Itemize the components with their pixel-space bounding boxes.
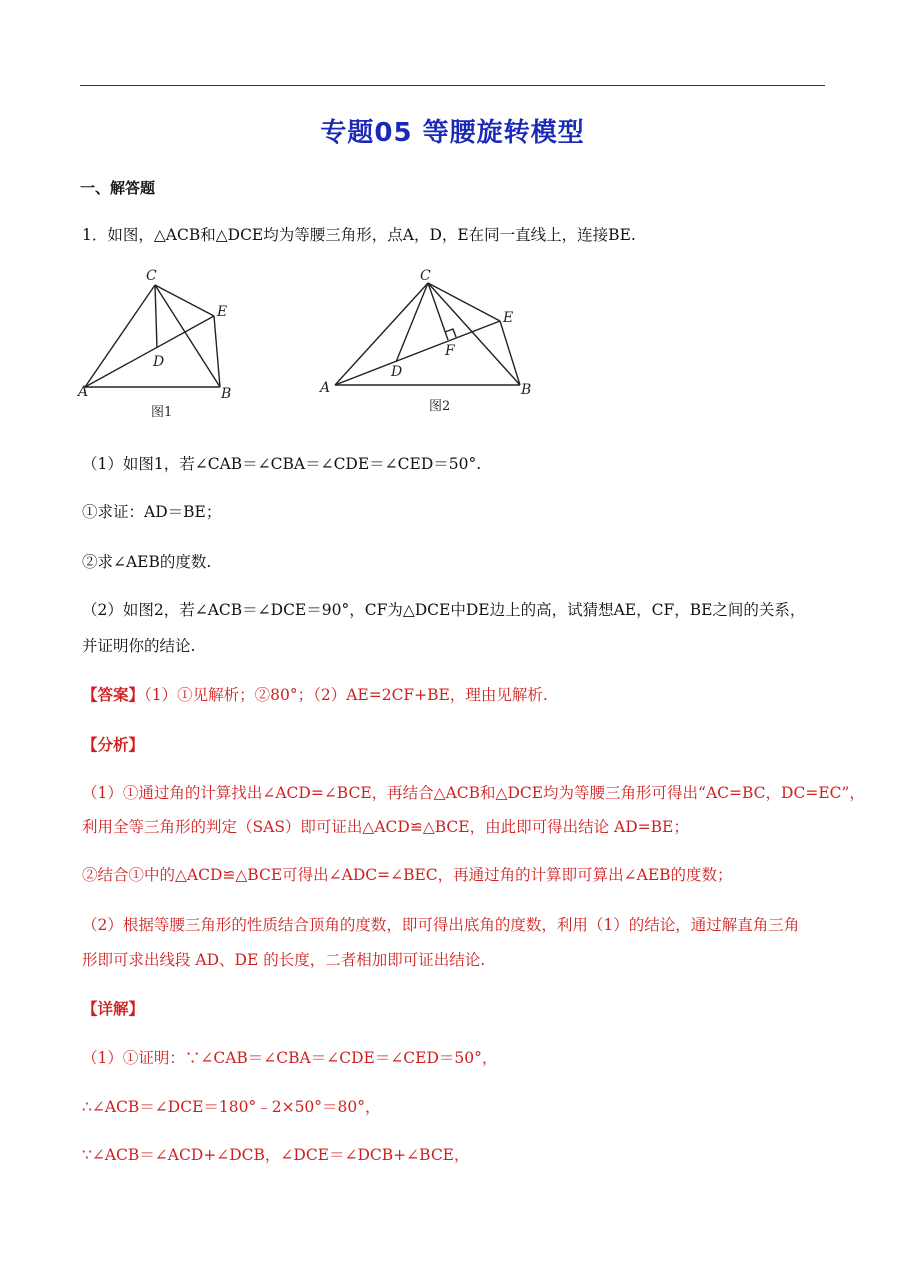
fig2-label-D: D: [391, 364, 403, 380]
fig1-segment-EB: [214, 316, 220, 387]
fig1-label-E: E: [217, 304, 228, 320]
question-part1: （1）如图1，若∠CAB＝∠CBA＝∠CDE＝∠CED＝50°.: [82, 455, 482, 473]
question-part1-ii: ②求∠AEB的度数.: [82, 553, 212, 571]
fig1-segment-AE: [85, 316, 214, 387]
detail-line-2: ∴∠ACB＝∠DCE＝180°﹣2×50°＝80°，: [82, 1098, 381, 1116]
fig2-segment-AE: [335, 321, 500, 385]
question-part2-line2: 并证明你的结论.: [82, 637, 196, 655]
figure-2: [315, 262, 545, 422]
analysis-p1-line2: 利用全等三角形的判定（SAS）即可证出△ACD≌△BCE，由此即可得出结论 AD=BE；: [82, 818, 689, 836]
fig1-segment-AC: [85, 285, 155, 387]
fig1-label-A: A: [78, 384, 89, 400]
fig1-segment-CD: [155, 285, 157, 348]
figure-1: [75, 262, 245, 427]
answer-tag: 【答案】: [82, 685, 145, 704]
detail-tag: 【详解】: [82, 999, 145, 1018]
fig2-label-F: F: [445, 343, 455, 359]
page-title: 专题05 等腰旋转模型: [320, 118, 585, 148]
fig2-segment-EB: [500, 321, 520, 385]
fig2-segment-AC: [335, 283, 428, 385]
section-heading: 一、解答题: [80, 179, 156, 197]
answer-line: [82, 683, 548, 705]
analysis-p1-line1: （1）①通过角的计算找出∠ACD=∠BCE，再结合△ACB和△DCE均为等腰三角形可得出“AC=BC，DC=EC”，: [82, 784, 865, 802]
detail-line-3: ∵∠ACB＝∠ACD+∠DCB，∠DCE＝∠DCB+∠BCE，: [82, 1146, 470, 1164]
fig2-label-C: C: [420, 268, 431, 284]
fig2-label-E: E: [503, 310, 514, 326]
fig1-segment-CE: [155, 285, 214, 316]
fig2-segment-CB: [428, 283, 520, 385]
fig1-segment-CB: [155, 285, 220, 387]
fig2-label-A: A: [320, 380, 331, 396]
analysis-tag: 【分析】: [82, 735, 145, 754]
question-part1-i: ①求证：AD＝BE；: [82, 503, 222, 521]
fig2-caption: 图2: [429, 399, 451, 414]
fig1-label-C: C: [146, 268, 157, 284]
header-rule: [80, 85, 825, 86]
question-part2-line1: （2）如图2，若∠ACB＝∠DCE＝90°，CF为△DCE中DE边上的高，试猜想AE，CF，BE之间的关系，: [82, 601, 806, 619]
answer-text: （1）①见解析；②80°；（2）AE=2CF+BE，理由见解析.: [144, 686, 548, 704]
question-stem: 1．如图，△ACB和△DCE均为等腰三角形，点A，D，E在同一直线上，连接BE.: [82, 226, 636, 244]
analysis-p2: ②结合①中的△ACD≌△BCE可得出∠ADC=∠BEC，再通过角的计算即可算出∠AEB的度数；: [82, 866, 733, 884]
fig2-label-B: B: [521, 382, 532, 398]
fig1-label-D: D: [153, 354, 165, 370]
fig1-caption: 图1: [151, 405, 173, 420]
detail-line-1: （1）①证明：∵∠CAB＝∠CBA＝∠CDE＝∠CED＝50°，: [82, 1049, 498, 1067]
analysis-p3-line1: （2）根据等腰三角形的性质结合顶角的度数，即可得出底角的度数，利用（1）的结论，通过解直角三角: [82, 916, 800, 934]
analysis-p3-line2: 形即可求出线段 AD、DE 的长度，二者相加即可证出结论.: [82, 951, 486, 969]
fig1-label-B: B: [221, 386, 232, 402]
